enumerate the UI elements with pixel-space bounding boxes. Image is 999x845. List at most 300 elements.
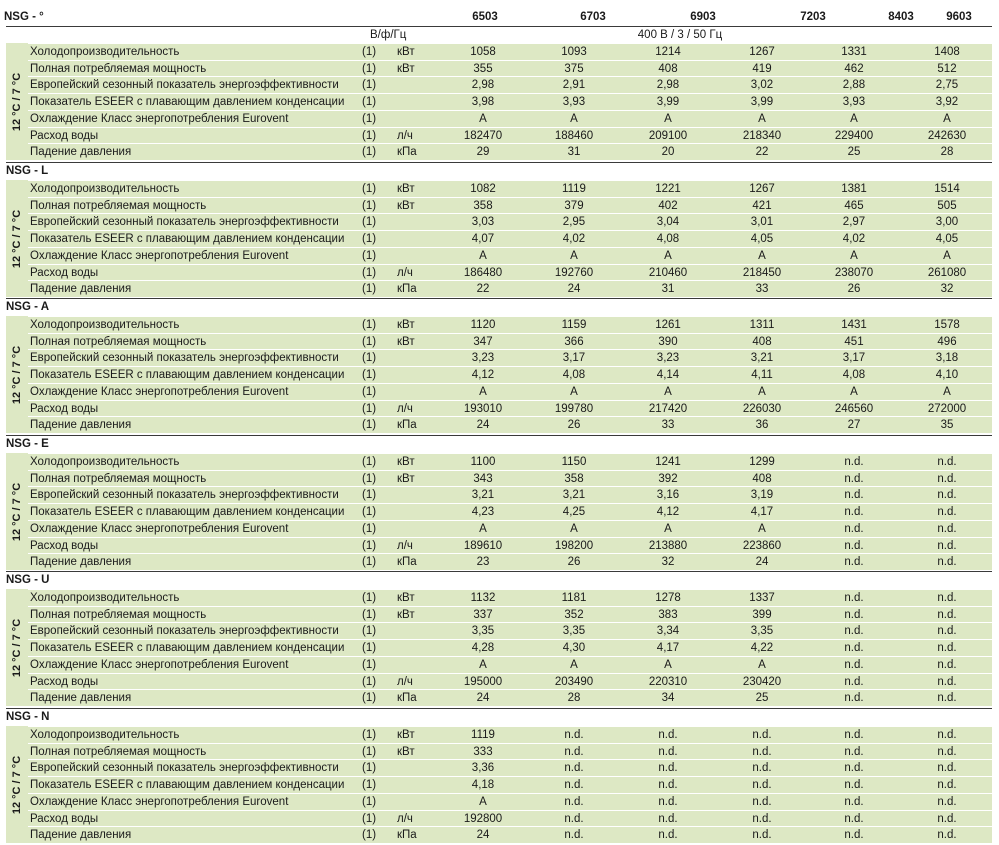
row-note: (1) [362,335,377,348]
table-cell: n.d. [658,745,678,758]
table-row [28,553,992,569]
row-note: (1) [362,456,377,468]
section-block [6,589,992,706]
table-cell: 22 [755,146,769,159]
table-cell: A [570,522,578,535]
table-cell: n.d. [844,506,864,519]
table-row [28,333,992,349]
table-cell: 4,18 [471,779,495,792]
table-cell: A [758,658,766,671]
table-cell: 23 [476,556,490,569]
row-label: Полная потребляемая мощность [30,608,207,621]
table-cell: 189610 [463,539,503,552]
table-row [28,689,992,705]
table-cell: n.d. [658,762,678,775]
table-cell: n.d. [844,539,864,552]
row-note: (1) [362,608,377,621]
section-block [6,316,992,433]
table-cell: 408 [752,472,772,485]
table-cell: n.d. [844,762,864,775]
table-cell: n.d. [844,489,864,502]
table-cell: n.d. [937,472,957,485]
condition-band [6,726,28,843]
table-cell: A [943,385,951,398]
table-cell: 1431 [841,319,867,331]
table-cell: n.d. [752,729,772,741]
table-cell: 2,88 [842,79,866,92]
table-cell: 199780 [554,402,594,415]
row-note: (1) [362,522,377,535]
section-title: NSG - L [6,165,49,177]
table-cell: 186480 [463,266,503,279]
table-cell: 465 [844,199,864,212]
table-cell: n.d. [937,829,957,842]
table-cell: n.d. [844,472,864,485]
condition-band [6,180,28,297]
table-row [28,639,992,655]
row-note: (1) [362,96,377,109]
table-cell: 33 [661,419,675,432]
row-note: (1) [362,812,377,825]
row-label: Европейский сезонный показатель энергоэффективности [30,762,339,775]
section-block [6,453,992,570]
table-cell: A [664,658,672,671]
row-unit: кВт [397,199,415,212]
row-label: Падение давления [30,146,132,159]
table-row [28,486,992,502]
table-cell: 1100 [470,456,496,468]
table-cell: n.d. [937,506,957,519]
row-unit: кВт [397,62,415,75]
table-cell: 27 [847,419,861,432]
row-label: Полная потребляемая мощность [30,62,207,75]
table-row [28,622,992,638]
row-note: (1) [362,729,377,741]
table-row [28,264,992,280]
table-cell: n.d. [844,608,864,621]
table-cell: 31 [661,283,675,296]
table-cell: 3,03 [471,216,495,229]
row-note: (1) [362,46,377,58]
row-label: Падение давления [30,692,132,705]
table-cell: 4,07 [471,233,495,246]
row-label: Охлаждение Класс энергопотребления Eurovent [30,112,289,125]
table-cell: 2,95 [562,216,586,229]
table-cell: A [943,249,951,262]
table-row [28,180,992,196]
row-unit: кВт [397,335,415,348]
table-cell: n.d. [844,729,864,741]
table-row [28,826,992,842]
table-cell: 24 [755,556,769,569]
table-cell: 2,98 [656,79,680,92]
row-unit: л/ч [397,675,413,688]
table-cell: n.d. [937,729,957,741]
table-cell: A [479,658,487,671]
row-label: Охлаждение Класс энергопотребления Eurovent [30,658,289,671]
row-note: (1) [362,829,377,842]
table-cell: n.d. [937,779,957,792]
table-cell: A [664,112,672,125]
table-cell: 24 [476,692,490,705]
table-cell: A [850,249,858,262]
condition-label: 12 °C / 7 °C [11,209,23,268]
table-cell: n.d. [844,658,864,671]
table-cell: n.d. [564,745,584,758]
section-title: NSG - U [6,574,50,586]
row-note: (1) [362,795,377,808]
table-cell: 182470 [463,129,503,142]
row-note: (1) [362,762,377,775]
table-cell: 4,17 [656,642,680,655]
row-note: (1) [362,249,377,262]
section-title: NSG - E [6,438,49,450]
table-cell: 3,21 [750,352,774,365]
row-note: (1) [362,625,377,638]
table-cell: 220310 [648,675,688,688]
table-cell: 4,10 [935,369,959,382]
table-cell: n.d. [844,675,864,688]
table-cell: 358 [564,472,584,485]
table-row [28,673,992,689]
table-cell: 451 [844,335,864,348]
row-note: (1) [362,385,377,398]
table-cell: 24 [476,829,490,842]
table-cell: 3,01 [750,216,774,229]
table-cell: 229400 [834,129,874,142]
model-header: 6703 [580,11,606,23]
table-cell: A [850,112,858,125]
row-note: (1) [362,506,377,519]
table-cell: A [758,249,766,262]
table-cell: 26 [847,283,861,296]
table-cell: n.d. [937,539,957,552]
model-header: 6903 [690,11,716,23]
row-label: Падение давления [30,829,132,842]
table-cell: 4,12 [656,506,680,519]
table-cell: n.d. [752,795,772,808]
row-unit: кПа [397,556,417,569]
table-cell: 3,23 [471,352,495,365]
table-row [28,776,992,792]
table-cell: 379 [564,199,584,212]
table-cell: n.d. [564,812,584,825]
table-cell: A [570,658,578,671]
table-row [28,43,992,59]
table-row [28,520,992,536]
row-label: Показатель ESEER с плавающим давлением конденсации [30,642,345,655]
row-label: Падение давления [30,419,132,432]
supply-row [0,27,992,43]
table-cell: A [479,385,487,398]
row-label: Холодопроизводительность [30,319,180,331]
table-cell: 242630 [927,129,967,142]
row-label: Расход воды [30,675,99,688]
table-cell: 3,16 [656,489,680,502]
table-cell: 209100 [648,129,688,142]
table-cell: 355 [473,62,493,75]
table-cell: 4,08 [842,369,866,382]
row-note: (1) [362,556,377,569]
row-unit: кВт [397,745,415,758]
table-cell: 4,12 [471,369,495,382]
section-block [6,726,992,843]
table-cell: 3,17 [562,352,586,365]
row-unit: л/ч [397,129,413,142]
table-cell: 505 [937,199,957,212]
table-row [28,110,992,126]
row-label: Европейский сезонный показатель энергоэффективности [30,489,339,502]
model-header: 9603 [946,11,972,23]
row-label: Европейский сезонный показатель энергоэффективности [30,79,339,92]
row-unit: л/ч [397,812,413,825]
table-cell: 223860 [742,539,782,552]
table-cell: 383 [658,608,678,621]
table-cell: n.d. [844,745,864,758]
condition-label: 12 °C / 7 °C [11,755,23,814]
row-unit: кВт [397,729,415,741]
condition-label: 12 °C / 7 °C [11,482,23,541]
table-cell: 1181 [561,592,587,604]
row-label: Холодопроизводительность [30,729,180,741]
table-cell: n.d. [937,812,957,825]
row-note: (1) [362,216,377,229]
table-cell: 496 [937,335,957,348]
table-cell: n.d. [564,795,584,808]
table-cell: 1221 [655,183,681,195]
section-title: NSG - A [6,301,50,313]
row-note: (1) [362,79,377,92]
row-label: Расход воды [30,812,99,825]
table-cell: 392 [658,472,678,485]
row-unit: л/ч [397,266,413,279]
table-cell: A [479,249,487,262]
table-cell: 1267 [749,183,775,195]
row-unit: кВт [397,46,415,58]
table-cell: 4,23 [471,506,495,519]
table-cell: 24 [567,283,581,296]
table-cell: A [664,249,672,262]
table-cell: 1093 [561,46,587,58]
table-row [28,537,992,553]
table-cell: 4,02 [842,233,866,246]
row-label: Холодопроизводительность [30,46,180,58]
table-cell: 4,22 [750,642,774,655]
row-label: Расход воды [30,129,99,142]
row-note: (1) [362,692,377,705]
table-cell: 462 [844,62,864,75]
table-cell: n.d. [844,692,864,705]
row-label: Охлаждение Класс энергопотребления Eurovent [30,522,289,535]
table-cell: 402 [658,199,678,212]
table-cell: 35 [940,419,954,432]
table-cell: 1082 [470,183,496,195]
row-label: Показатель ESEER с плавающим давлением конденсации [30,506,345,519]
table-cell: 375 [564,62,584,75]
table-row [28,503,992,519]
table-cell: 3,21 [471,489,495,502]
table-cell: 20 [661,146,675,159]
table-cell: 3,18 [935,352,959,365]
row-label: Расход воды [30,539,99,552]
row-note: (1) [362,146,377,159]
section-divider [6,435,992,436]
table-cell: n.d. [937,692,957,705]
row-label: Полная потребляемая мощность [30,472,207,485]
table-cell: 1578 [934,319,960,331]
row-note: (1) [362,266,377,279]
table-cell: 3,35 [562,625,586,638]
table-cell: 4,25 [562,506,586,519]
table-cell: 2,91 [562,79,586,92]
table-cell: n.d. [658,829,678,842]
row-label: Охлаждение Класс энергопотребления Eurovent [30,385,289,398]
table-cell: 4,30 [562,642,586,655]
table-cell: n.d. [937,675,957,688]
row-label: Холодопроизводительность [30,456,180,468]
table-cell: 419 [752,62,772,75]
table-row [28,606,992,622]
table-cell: 408 [658,62,678,75]
row-unit: кВт [397,592,415,604]
table-row [28,197,992,213]
table-cell: 3,34 [656,625,680,638]
table-cell: n.d. [937,795,957,808]
table-cell: 193010 [463,402,503,415]
table-row [28,316,992,332]
table-row [28,280,992,296]
table-cell: 4,11 [751,369,773,382]
table-cell: n.d. [564,779,584,792]
table-row [28,366,992,382]
table-cell: 32 [940,283,954,296]
table-row [28,127,992,143]
table-cell: n.d. [752,762,772,775]
row-note: (1) [362,62,377,75]
table-row [28,349,992,365]
table-cell: A [479,795,487,808]
table-cell: A [479,522,487,535]
table-cell: n.d. [844,642,864,655]
table-row [28,60,992,76]
table-cell: A [479,112,487,125]
table-cell: n.d. [937,608,957,621]
table-cell: 31 [567,146,581,159]
table-cell: 32 [661,556,675,569]
table-cell: 3,04 [656,216,680,229]
section-divider [6,708,992,709]
table-cell: n.d. [844,779,864,792]
table-cell: n.d. [937,658,957,671]
table-cell: 28 [940,146,954,159]
row-note: (1) [362,199,377,212]
model-header: 7203 [800,11,826,23]
table-cell: 210460 [648,266,688,279]
row-unit: кВт [397,608,415,621]
table-cell: 2,97 [842,216,866,229]
table-cell: A [850,385,858,398]
row-label: Полная потребляемая мощность [30,335,207,348]
table-cell: 343 [473,472,493,485]
table-cell: 29 [476,146,490,159]
table-cell: 3,99 [750,96,774,109]
section-divider [6,162,992,163]
row-unit: кПа [397,829,417,842]
row-note: (1) [362,539,377,552]
table-cell: n.d. [844,456,864,468]
row-note: (1) [362,489,377,502]
table-cell: 352 [564,608,584,621]
condition-label: 12 °C / 7 °C [11,345,23,404]
condition-band [6,316,28,433]
table-cell: n.d. [937,522,957,535]
row-note: (1) [362,319,377,331]
table-cell: 399 [752,608,772,621]
table-cell: 22 [476,283,490,296]
table-cell: 3,35 [750,625,774,638]
table-cell: 390 [658,335,678,348]
table-row [28,383,992,399]
table-cell: 226030 [742,402,782,415]
row-label: Показатель ESEER с плавающим давлением конденсации [30,233,345,246]
table-cell: 1381 [841,183,867,195]
section-divider [6,571,992,572]
table-cell: A [943,112,951,125]
table-cell: A [570,112,578,125]
row-note: (1) [362,419,377,432]
table-cell: 2,98 [471,79,495,92]
table-cell: 4,05 [750,233,774,246]
table-cell: n.d. [752,812,772,825]
table-cell: 333 [473,745,493,758]
table-cell: 1159 [561,319,587,331]
section-block [6,180,992,297]
table-cell: 246560 [834,402,874,415]
row-label: Расход воды [30,266,99,279]
table-cell: A [664,522,672,535]
table-cell: 1058 [470,46,496,58]
table-cell: 192760 [554,266,594,279]
table-cell: 1514 [934,183,960,195]
table-cell: 1120 [470,319,496,331]
table-cell: 347 [473,335,493,348]
table-cell: 36 [755,419,769,432]
row-label: Показатель ESEER с плавающим давлением конденсации [30,779,345,792]
model-header: 8403 [888,11,914,23]
table-row [28,213,992,229]
table-cell: n.d. [658,779,678,792]
table-cell: 4,17 [750,506,774,519]
table-cell: 1299 [749,456,775,468]
model-header: 6503 [472,11,498,23]
table-cell: 1119 [471,729,495,741]
row-unit: кВт [397,319,415,331]
table-row [28,247,992,263]
table-cell: 3,36 [471,762,495,775]
table-cell: A [570,385,578,398]
row-unit: кПа [397,419,417,432]
table-cell: 512 [937,62,957,75]
table-cell: 3,23 [656,352,680,365]
table-row [28,230,992,246]
table-cell: 4,02 [562,233,586,246]
table-cell: 272000 [927,402,967,415]
table-cell: 2,75 [935,79,959,92]
table-row [28,76,992,92]
row-note: (1) [362,283,377,296]
table-cell: A [758,385,766,398]
row-note: (1) [362,233,377,246]
